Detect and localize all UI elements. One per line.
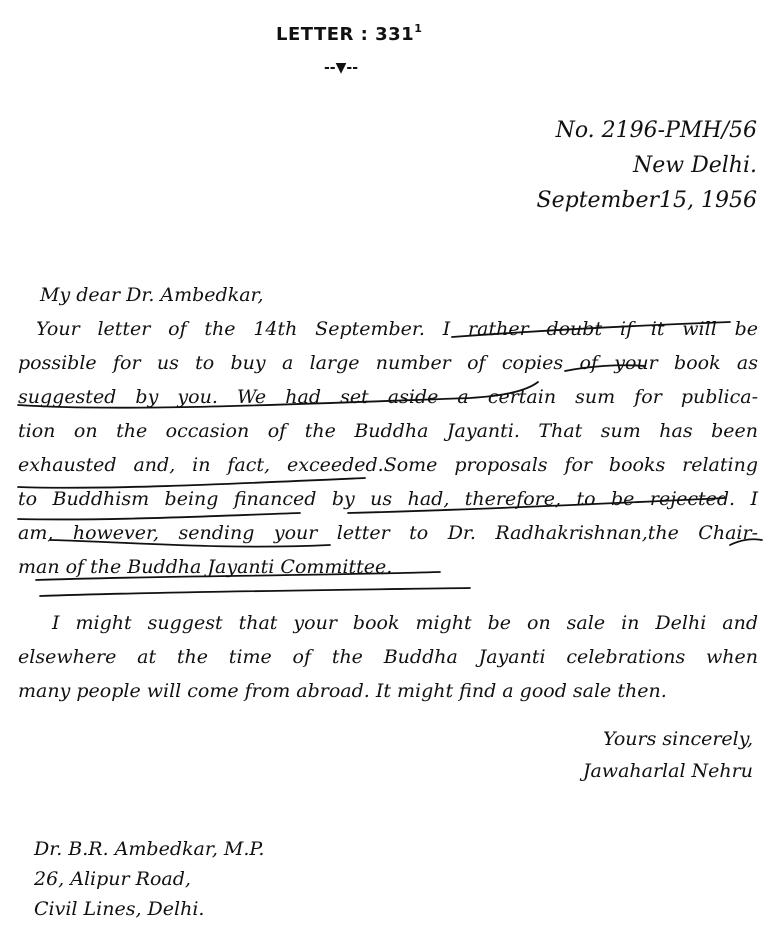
- footnote-mark: 1: [414, 22, 423, 35]
- reference-place: New Delhi.: [633, 153, 757, 178]
- body-line: am, however, sending your letter to Dr. Radhakrishnan,the Chair-: [18, 522, 758, 544]
- valediction: Yours sincerely,: [602, 728, 753, 750]
- body-line: tion on the occasion of the Buddha Jayanti. That sum has been: [18, 420, 758, 442]
- letter-title: [276, 22, 422, 45]
- reference-date: September15, 1956: [536, 188, 757, 213]
- title-divider: --▼--: [324, 60, 359, 76]
- body-line: to Buddhism being financed by us had, therefore, to be rejected. I: [18, 488, 758, 510]
- body-line: Your letter of the 14th September. I rather doubt if it will be: [36, 318, 758, 340]
- pen-underline: [40, 588, 470, 596]
- body-line: possible for us to buy a large number of copies of your book as: [18, 352, 758, 374]
- reference-number: No. 2196-PMH/56: [555, 118, 757, 143]
- body-line: many people will come from abroad. It might find a good sale then.: [18, 680, 667, 702]
- pen-underline: [18, 478, 365, 488]
- salutation: My dear Dr. Ambedkar,: [40, 284, 264, 306]
- address-line: 26, Alipur Road,: [34, 868, 191, 890]
- address-line: Dr. B.R. Ambedkar, M.P.: [34, 838, 265, 860]
- pen-underline: [18, 513, 300, 519]
- body-line: elsewhere at the time of the Buddha Jayanti celebrations when: [18, 646, 758, 668]
- signatory: Jawaharlal Nehru: [582, 760, 753, 782]
- body-line: suggested by you. We had set aside a certain sum for publica-: [18, 386, 758, 408]
- body-line: man of the Buddha Jayanti Committee.: [18, 556, 393, 578]
- body-line: exhausted and, in fact, exceeded.Some proposals for books relating: [18, 454, 758, 476]
- body-line: I might suggest that your book might be on sale in Delhi and: [52, 612, 758, 634]
- address-line: Civil Lines, Delhi.: [34, 898, 205, 920]
- letter-title-text: LETTER : 331: [276, 24, 415, 45]
